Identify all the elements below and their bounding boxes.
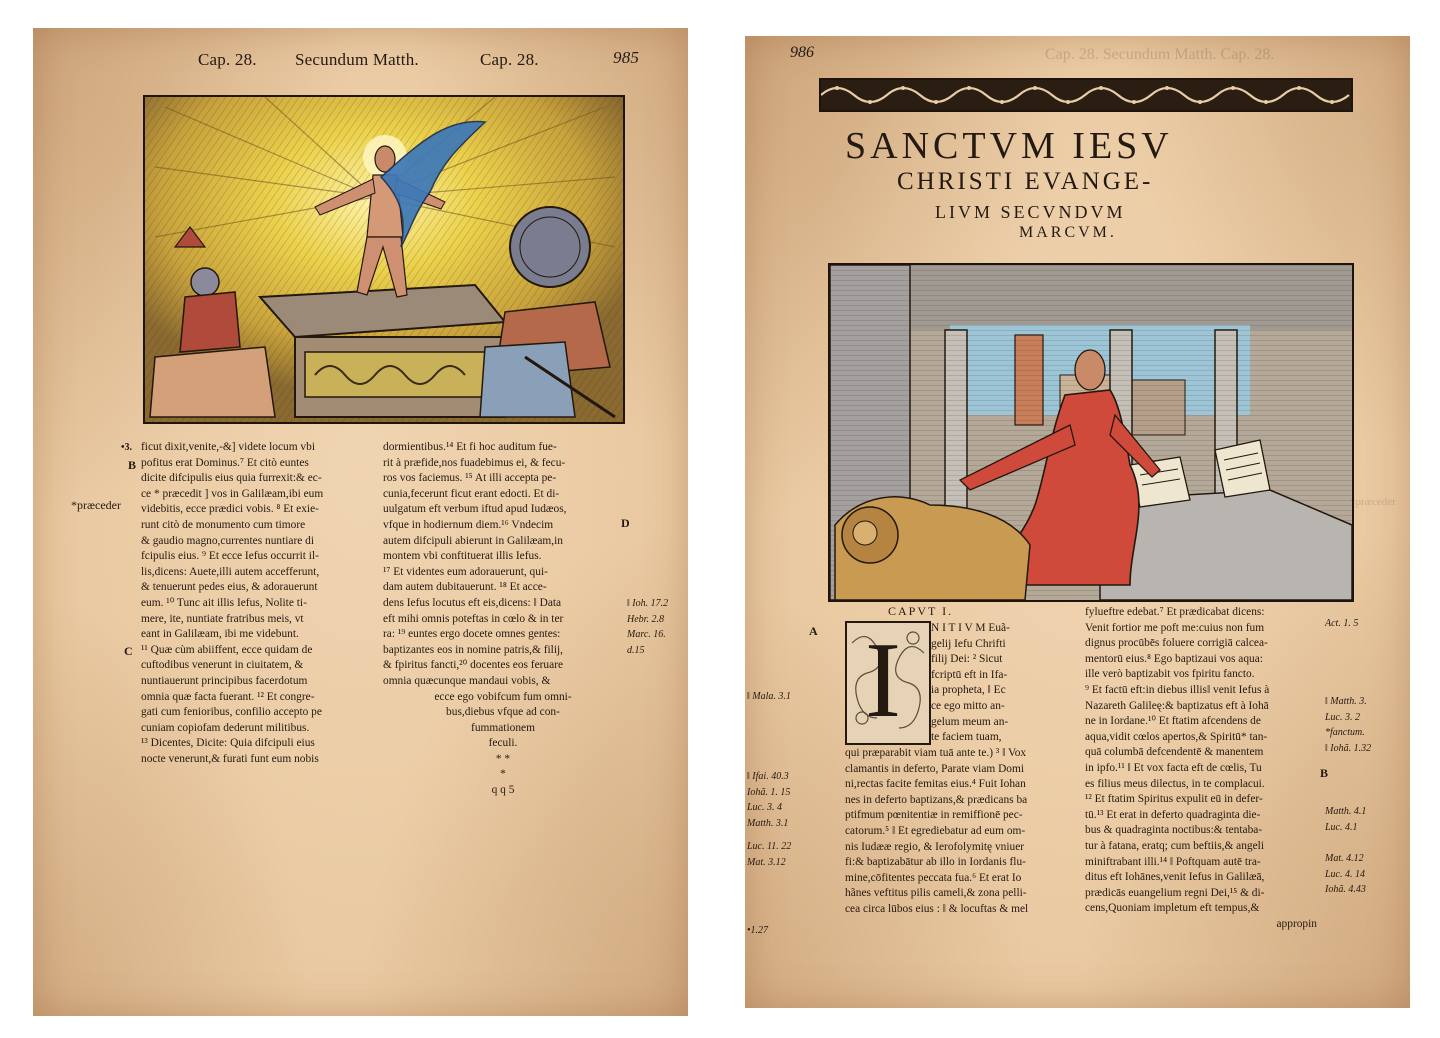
text-line: cuniam copiofam dederunt militibus.	[141, 721, 310, 734]
right-margin-refs-right-2	[1325, 694, 1371, 756]
text-line: q q 5	[491, 784, 515, 797]
margin-ref: Marc. 16.	[627, 629, 666, 641]
text-line: Venit fortior me poft me:cuius non fum	[1085, 621, 1265, 634]
right-page	[745, 36, 1410, 1008]
text-line: cunia,fecerunt ficut erant edocti. Et di-	[383, 487, 560, 500]
text-line: gelum meum an-	[931, 715, 1009, 728]
text-line: ecce ego vobifcum fum omni-	[434, 690, 572, 703]
text-line: gelij Iefu Chrifti	[931, 637, 1006, 650]
decorated-initial	[845, 621, 931, 745]
margin-ref: Hebr. 2.8	[627, 613, 664, 625]
text-line: eft mihi omnis poteftas in cœlo & in ter	[383, 612, 564, 625]
frieze-pattern	[821, 80, 1351, 110]
text-line: Nazareth Galileę:& baptizatus eft à Iohā	[1085, 699, 1269, 712]
right-margin-refs-right	[1325, 616, 1358, 632]
text-line: & tenuerunt pedes eius, & adorauerunt	[141, 581, 318, 594]
text-line: tū.¹³ Et erat in deferto quadraginta die-	[1085, 808, 1261, 821]
text-line: qui præparabit viam tuā ante te.) ³ ‖ Vox	[845, 747, 1027, 759]
text-line: dens Iefus locutus eft eis,dicens: ‖ Data	[383, 596, 562, 609]
margin-ref: d.15	[627, 644, 645, 656]
text-line: ptifmum pœnitentiæ in remiffionē pec-	[845, 809, 1023, 822]
gospel-title-line-4: MARCVM.	[1019, 224, 1117, 241]
saint-mark-illustration	[830, 265, 1352, 600]
text-line: aqua,vidit cœlos apertos,& Spiritū* tan-	[1085, 730, 1268, 743]
text-line: feculi.	[488, 737, 518, 750]
text-line: rit à præfide,nos fuadebimus ei, & fecu-	[383, 456, 566, 469]
left-header-chapter: Cap. 28.	[198, 50, 257, 69]
text-line: fi:& baptizabātur ab illo in Iordanis flu-	[845, 856, 1026, 869]
text-line: *	[500, 768, 506, 781]
text-line: cuftodibus venerunt in ciuitatem, &	[141, 659, 304, 672]
text-line: ⁹ Et factū eft:in diebus illis‖ venit Iefus à	[1085, 683, 1270, 696]
text-line: ¹¹ Quæ cùm abiiffent, ecce quidam de	[141, 643, 313, 656]
text-line: tur à fatana, eratq; cum beftiis,& angeli	[1085, 839, 1265, 852]
margin-ref: Luc. 4.1	[1325, 821, 1358, 833]
show-through-header: Cap. 28. Secundum Matth. Cap. 28.	[1045, 46, 1275, 63]
text-line: ra: ¹⁹ euntes ergo docete omnes gentes:	[383, 628, 561, 641]
text-line: cea circa lūbos eius : ‖ & locuftas & mel	[845, 902, 1029, 915]
margin-ref: Luc. 11. 22	[747, 841, 792, 853]
margin-ref: Iohã. 4.43	[1325, 884, 1366, 896]
margin-ref: ‖ Mala. 3.1	[747, 691, 791, 702]
text-line: mere, ite, nuntiate fratribus meis, vt	[141, 612, 304, 625]
right-text-initial-lines	[931, 621, 1081, 746]
margin-ref: Matth. 3.1	[747, 817, 789, 829]
text-line: ne in Iordane.¹⁰ Et ftatim afcendens de	[1085, 715, 1261, 728]
margin-ref: Iohã. 1. 15	[747, 786, 791, 798]
left-header-title: Secundum Matth.	[295, 50, 419, 69]
margin-ref: Act. 1. 5	[1325, 618, 1359, 629]
text-line: N I T I V M Euã-	[931, 622, 1010, 634]
text-line: ficut dixit,venite,-&] videte locum vbi	[141, 441, 315, 453]
text-line: nocte venerunt,& furati funt eum nobis	[141, 752, 319, 765]
text-line: vfque in hodiernum diem.¹⁶ Vndecim	[383, 518, 554, 531]
text-line: dormientibus.¹⁴ Et fi hoc auditum fue-	[383, 441, 557, 453]
margin-ref: ‖ Matth. 3.	[1325, 696, 1367, 707]
margin-verse-marker: •3.	[121, 442, 133, 453]
right-text-column-2	[1085, 605, 1325, 932]
text-line: eum. ¹⁰ Tunc ait illis Iefus, Nolite ti-	[141, 596, 307, 609]
right-margin-refs-right-3	[1325, 804, 1366, 835]
text-line: ni,rectas facite femitas eius.⁴ Fuit Iohan	[845, 778, 1026, 791]
left-page	[33, 28, 688, 1016]
text-line: videbitis, ecce prædici vobis. ⁸ Et exie-	[141, 503, 319, 516]
text-line: eant in Galilæam, ibi me videbunt.	[141, 628, 299, 641]
text-line: gati cum fenioribus, confilio accepto pe	[141, 706, 322, 719]
text-line: uulgatum eft verbum iftud apud Iudæos,	[383, 503, 567, 516]
text-line: ia propheta, ‖ Ec	[931, 684, 1006, 697]
text-line: ille verò baptizabit vos fpiritu fancto.	[1085, 668, 1255, 681]
text-line: quā columbā defcendentē & manentem	[1085, 746, 1264, 759]
text-line: es filius meus dilectus, in te complacui.	[1085, 777, 1265, 790]
text-line: montem vbi conftituerat illis Iefus.	[383, 550, 542, 563]
text-line: ros vos faciemus. ¹⁵ At illi accepta pe-	[383, 472, 557, 485]
right-margin-refs-left-2	[747, 769, 791, 938]
text-line: nuntiauerunt principibus facerdotum	[141, 674, 308, 687]
ornamental-frieze	[819, 78, 1353, 112]
text-line: catorum.⁵ ‖ Et egrediebatur ad eum om-	[845, 824, 1026, 837]
margin-ref: •1.27	[747, 924, 769, 936]
margin-letter-b: B	[128, 458, 137, 472]
left-text-column-1	[141, 440, 381, 767]
text-line: in ipfo.¹¹ ‖ Et vox facta eft de cœlis, Tu	[1085, 761, 1262, 774]
text-line: ¹³ Dicentes, Dicite: Quia difcipuli eius	[141, 737, 315, 750]
left-page-number: 985	[613, 48, 640, 67]
margin-letter-a: A	[809, 624, 818, 638]
text-line: omnia quæcunque mandaui vobis, &	[383, 674, 551, 687]
margin-ref: ‖ Ioh. 17.2	[627, 598, 669, 609]
text-line: nes in deferto baptizans,& prædicans ba	[845, 793, 1028, 806]
text-line: baptizantes eos in nomine patris,& filij,	[383, 643, 563, 656]
left-header-chapter-right: Cap. 28.	[480, 50, 539, 69]
right-margin-letter-b: B	[1320, 766, 1329, 780]
text-line: clamantis in deferto, Parate viam Domi	[845, 762, 1025, 775]
margin-ref: Mat. 4.12	[1325, 853, 1364, 864]
saint-mark-woodcut	[828, 263, 1354, 602]
gospel-title-line-1: SANCTVM IESV	[845, 125, 1173, 167]
margin-ref: Luc. 3. 2	[1325, 711, 1360, 723]
text-line: fylueftre edebat.⁷ Et prædicabat dicens:	[1085, 606, 1265, 618]
margin-ref: Luc. 3. 4	[747, 802, 782, 814]
margin-ref: ‖ Iohã. 1.32	[1325, 742, 1372, 754]
text-line: hãnes veftitus pilis cameli,& zona pelli-	[845, 887, 1027, 900]
text-line: pofitus erat Dominus.⁷ Et citò euntes	[141, 456, 309, 469]
margin-letter-c: C	[124, 644, 133, 658]
text-line: fcipulis eius. ⁹ Et ecce Iefus occurrit il-	[141, 550, 319, 563]
text-line: ce * præcedit ] vos in Galilæam,ibi eum	[141, 487, 324, 500]
text-line: prædicās euangelium regni Dei,¹⁵ & di-	[1085, 886, 1265, 899]
right-text-column-1	[845, 746, 1085, 918]
margin-references	[627, 596, 668, 658]
text-line: fummationem	[471, 721, 535, 734]
resurrection-woodcut	[143, 95, 625, 424]
text-line: autem difcipuli abierunt in Galilæam,in	[383, 534, 563, 547]
text-line: ditus eft Iohānes,venit Iefus in Galilæā,	[1085, 871, 1265, 884]
text-line: miniftrabant illi.¹⁴ ‖ Poftquam autē tra-	[1085, 855, 1261, 868]
text-line: te faciem tuam,	[931, 731, 1002, 744]
text-line: dam autem dubitauerunt. ¹⁸ Et acce-	[383, 581, 547, 594]
text-line: ¹⁷ Et videntes eum adorauerunt, qui-	[383, 565, 548, 578]
resurrection-illustration	[145, 97, 623, 422]
margin-letter-d: D	[621, 516, 630, 530]
text-line: omnia quæ facta fuerant. ¹² Et congre-	[141, 690, 315, 703]
right-page-number: 986	[790, 44, 814, 61]
text-line: appropin	[1276, 917, 1317, 930]
text-line: lis,dicens: Auete,illi autem accefferunt,	[141, 565, 320, 578]
margin-ref: Mat. 3.12	[747, 856, 786, 868]
text-line: & fpiritus fancti,²⁰ docentes eos feruare	[383, 659, 564, 672]
text-line: runt citò de monumento cum timore	[141, 518, 306, 531]
initial-letter: I	[865, 621, 901, 740]
text-line: & gaudio magno,currentes nuntiare di	[141, 534, 315, 547]
margin-ref: ‖ Ifai. 40.3	[747, 771, 789, 782]
right-margin-refs-left	[747, 689, 791, 705]
margin-ref: *fanctum.	[1325, 727, 1365, 739]
text-line: fcriptū eft in Ifa-	[931, 668, 1008, 681]
text-line: bus,diebus vfque ad con-	[446, 706, 560, 719]
text-line: filij Dei: ² Sicut	[931, 653, 1003, 666]
text-line: ce ego mitto an-	[931, 699, 1005, 712]
show-through-note: *præceder	[1350, 496, 1396, 508]
gospel-title-line-2: CHRISTI EVANGE-	[897, 168, 1154, 195]
margin-note-praeceder: *præceder	[71, 498, 121, 512]
text-line: mentorū eius.⁸ Ego baptizaui vos aqua:	[1085, 652, 1263, 665]
text-line: nis Iudææ regio, & Ierofolymitę vniuer	[845, 840, 1025, 853]
text-line: * *	[495, 752, 511, 765]
right-margin-refs-right-4	[1325, 851, 1366, 898]
margin-ref: Matth. 4.1	[1325, 806, 1367, 817]
caput-heading: CAPVT I.	[888, 604, 954, 618]
text-line: ¹² Et ftatim Spiritus expulit eū in defer-	[1085, 793, 1263, 806]
margin-ref: Luc. 4. 14	[1325, 868, 1365, 880]
text-line: dignus procūbēs foluere corrigiā calcea-	[1085, 637, 1268, 650]
left-text-column-2	[383, 440, 623, 799]
gospel-title-line-3: LIVM SECVNDVM	[935, 202, 1126, 222]
text-line: dicite difcipulis eius quia furrexit:& ec-	[141, 472, 322, 485]
text-line: bus & quadraginta noctibus:& tentaba-	[1085, 824, 1263, 837]
text-line: mine,cōfitentes peccata fua.⁶ Et erat Io	[845, 871, 1022, 884]
text-line: cens,Quoniam impletum eft tempus,&	[1085, 902, 1260, 915]
